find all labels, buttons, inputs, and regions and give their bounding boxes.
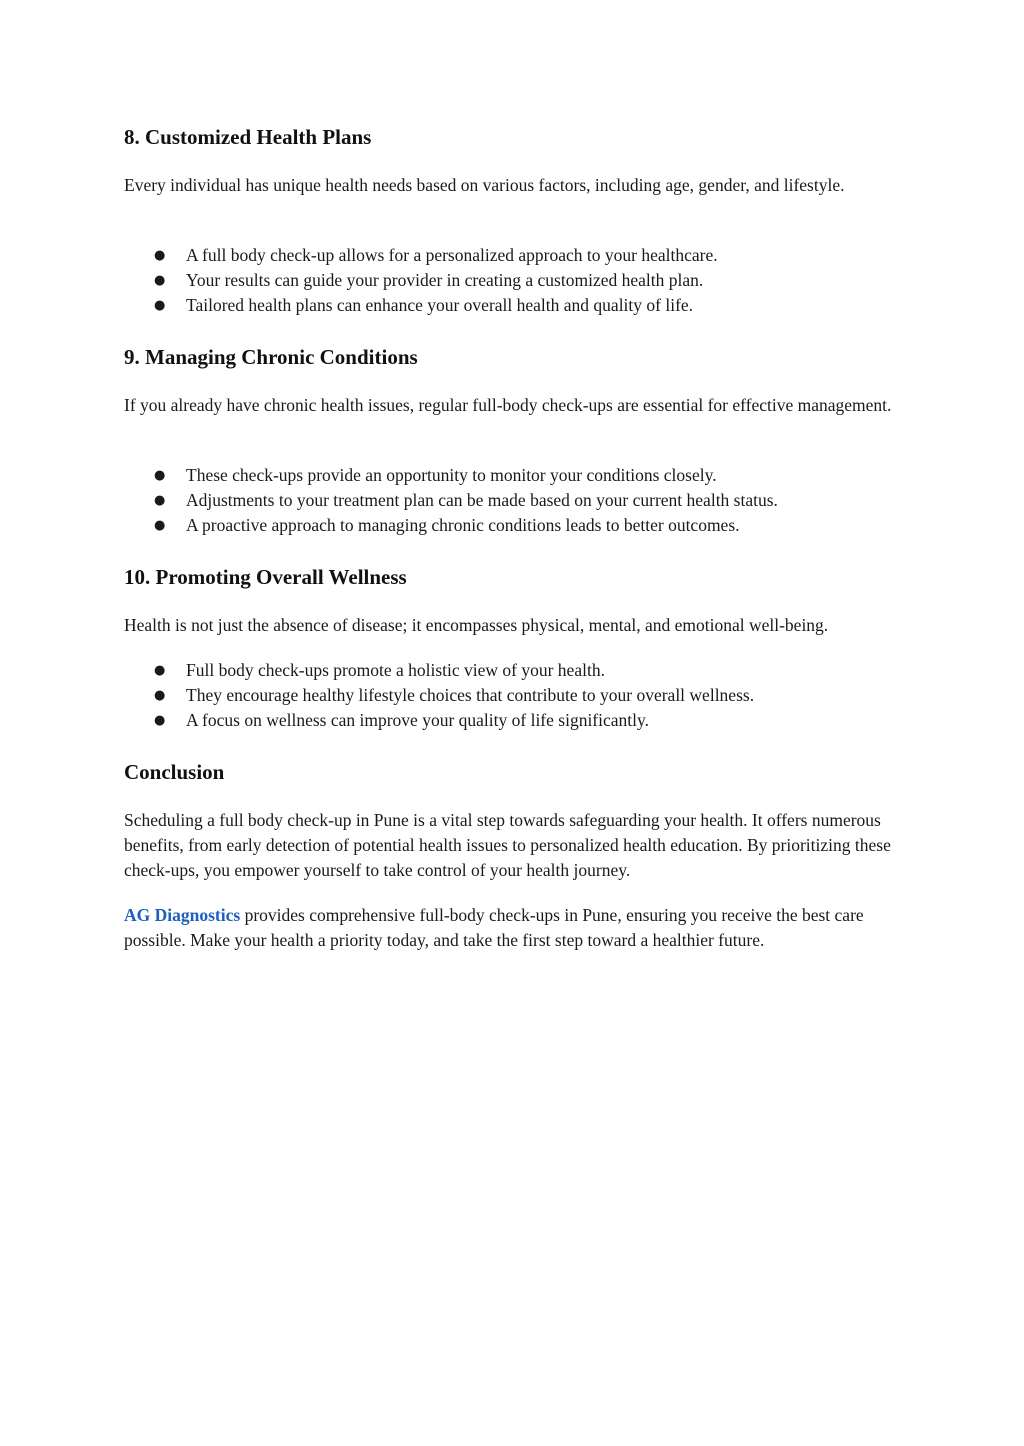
bullet-icon: ● (154, 518, 166, 533)
bullet-icon: ● (154, 273, 166, 288)
list-item: ● A focus on wellness can improve your quality of life significantly. (124, 708, 914, 733)
conclusion-paragraph: Scheduling a full body check-up in Pune is a vital step towards safeguarding your health. It offers numerous benefits, from early detection of potential health issues to personalized health education. By prioritizing these check-ups, you empower yourself to take control of your health journey. (124, 810, 891, 880)
bullet-icon: ● (154, 663, 166, 678)
conclusion-heading: Conclusion (124, 760, 225, 784)
list-item: ● They encourage healthy lifestyle choices that contribute to your overall wellness. (124, 683, 914, 708)
bullet-icon: ● (154, 248, 166, 263)
bullet-list-9 (124, 463, 914, 538)
bullet-icon: ● (154, 468, 166, 483)
bullet-icon: ● (154, 298, 166, 313)
bullet-icon: ● (154, 713, 166, 728)
closing-text: provides comprehensive full-body check-ups in Pune, ensuring you receive the best care possible. Make your health a priority today, and take the first step toward a healthier future. (124, 905, 864, 950)
closing-paragraph (124, 903, 914, 953)
bullet-list-8 (124, 243, 914, 318)
list-item: ● Adjustments to your treatment plan can be made based on your current health status. (124, 488, 914, 513)
list-item: ● Full body check-ups promote a holistic view of your health. (124, 658, 914, 683)
list-item: ● These check-ups provide an opportunity to monitor your conditions closely. (124, 463, 914, 488)
list-item: ● Your results can guide your provider in creating a customized health plan. (124, 268, 914, 293)
bullet-icon: ● (154, 688, 166, 703)
ag-diagnostics-link[interactable]: AG Diagnostics (124, 905, 241, 925)
section-intro-8: Every individual has unique health needs based on various factors, including age, gender, and lifestyle. (124, 175, 845, 195)
bullet-icon: ● (154, 493, 166, 508)
section-heading-9: 9. Managing Chronic Conditions (124, 345, 418, 369)
section-heading-10: 10. Promoting Overall Wellness (124, 565, 407, 589)
bullet-list-10 (124, 658, 914, 733)
section-heading-8: 8. Customized Health Plans (124, 125, 372, 149)
section-intro-9: If you already have chronic health issues, regular full-body check-ups are essential for effective management. (124, 395, 892, 415)
list-item: ● A proactive approach to managing chronic conditions leads to better outcomes. (124, 513, 914, 538)
section-intro-10: Health is not just the absence of disease; it encompasses physical, mental, and emotional well-being. (124, 615, 829, 635)
list-item: ● A full body check-up allows for a personalized approach to your healthcare. (124, 243, 914, 268)
list-item: ● Tailored health plans can enhance your overall health and quality of life. (124, 293, 914, 318)
